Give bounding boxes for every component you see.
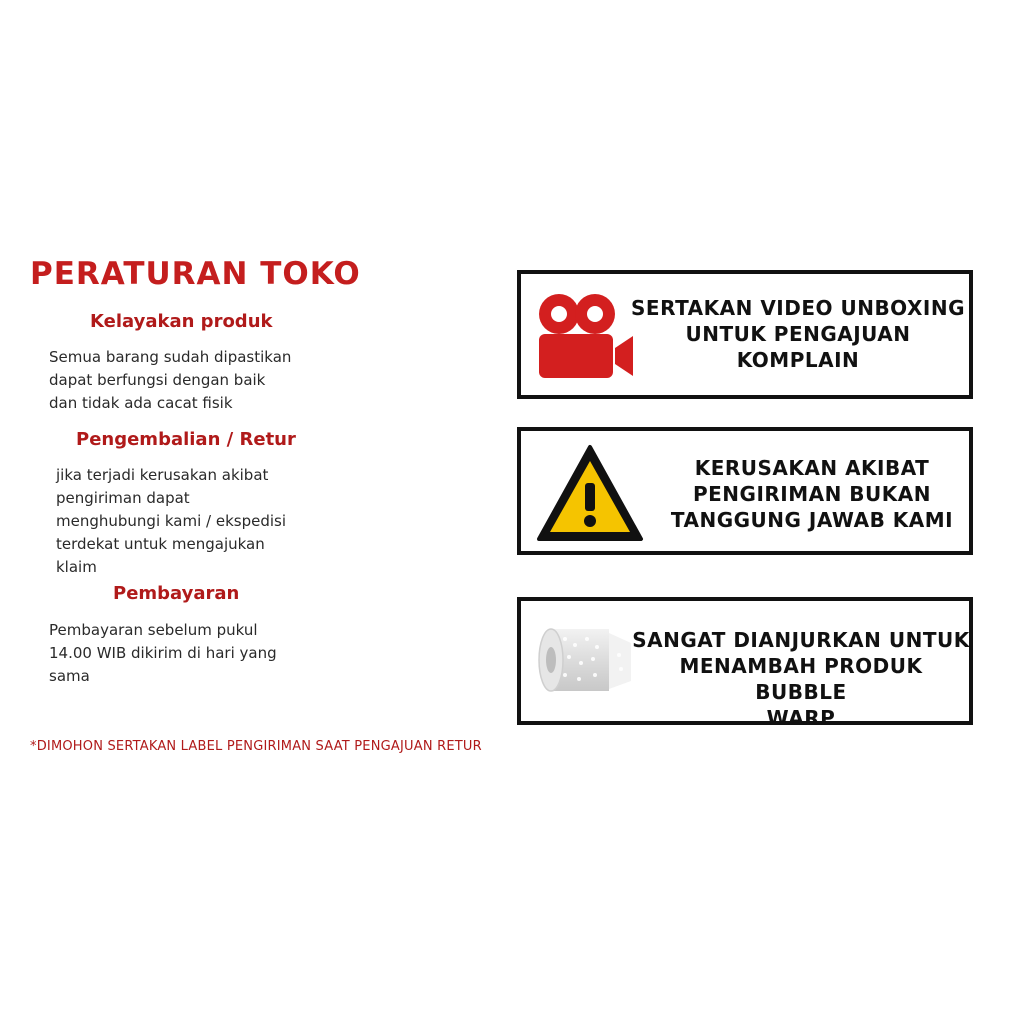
text-line: jika terjadi kerusakan akibat xyxy=(56,466,269,484)
section-heading-pembayaran: Pembayaran xyxy=(113,583,240,604)
text-line: dapat berfungsi dengan baik xyxy=(49,371,266,389)
notice-line: WARP xyxy=(766,706,836,730)
text-line: klaim xyxy=(56,558,97,576)
bubble-wrap-icon xyxy=(535,621,635,701)
notice-text xyxy=(631,627,971,731)
notice-bubble-wrap xyxy=(517,597,973,730)
notice-line: SANGAT DIANJURKAN UNTUK xyxy=(632,628,970,652)
text-line: terdekat untuk mengajukan xyxy=(56,535,265,553)
notice-line: PENGIRIMAN BUKAN xyxy=(692,482,932,506)
notice-damage-warning xyxy=(517,427,973,555)
section-text-kelayakan xyxy=(49,346,291,415)
text-line: dan tidak ada cacat fisik xyxy=(49,394,233,412)
notice-text xyxy=(625,295,971,373)
section-text-pembayaran xyxy=(49,619,277,688)
notice-line: TANGGUNG JAWAB KAMI xyxy=(670,508,954,532)
notice-line: KOMPLAIN xyxy=(736,348,860,372)
warning-icon xyxy=(535,443,645,543)
section-heading-kelayakan: Kelayakan produk xyxy=(90,311,273,332)
text-line: Semua barang sudah dipastikan xyxy=(49,348,292,366)
section-text-retur xyxy=(56,464,286,579)
notice-text xyxy=(653,455,971,533)
text-line: sama xyxy=(49,667,90,685)
text-line: pengiriman dapat xyxy=(56,489,190,507)
section-heading-retur: Pengembalian / Retur xyxy=(76,429,296,450)
text-line: menghubungi kami / ekspedisi xyxy=(56,512,287,530)
footnote: *DIMOHON SERTAKAN LABEL PENGIRIMAN SAAT PENGAJUAN RETUR xyxy=(30,739,482,754)
page-title: PERATURAN TOKO xyxy=(30,256,361,292)
notice-line: UNTUK PENGAJUAN xyxy=(685,322,911,346)
notice-line: KERUSAKAN AKIBAT xyxy=(694,456,930,480)
text-line: Pembayaran sebelum pukul xyxy=(49,621,258,639)
notice-line: SERTAKAN VIDEO UNBOXING xyxy=(631,296,965,320)
notice-line: MENAMBAH PRODUK BUBBLE xyxy=(679,654,923,704)
text-line: 14.00 WIB dikirim di hari yang xyxy=(49,644,277,662)
notice-video-unboxing xyxy=(517,270,973,399)
